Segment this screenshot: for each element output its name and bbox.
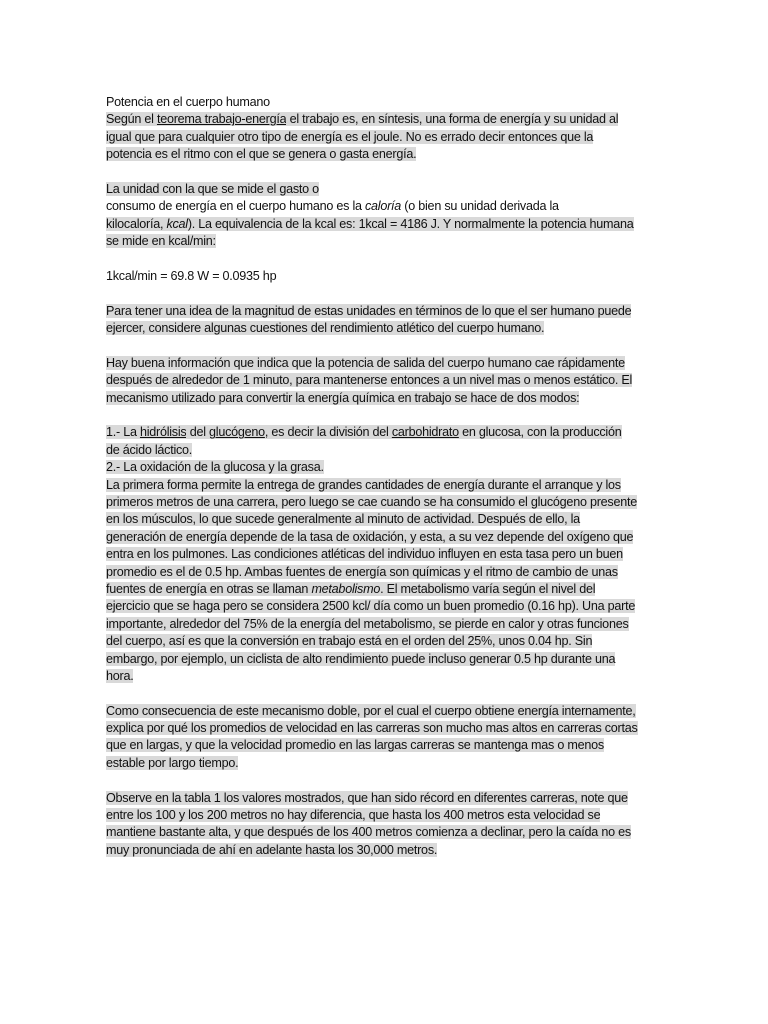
text-line	[106, 494, 662, 511]
text-line	[106, 268, 662, 285]
text-segment: entre los 100 y los 200 metros no hay diferencia, que hasta los 400 metros esta velocidad se	[106, 808, 601, 823]
text-segment: de ácido láctico.	[106, 442, 193, 457]
text-segment: ). La equivalencia de la kcal es: 1kcal = 4186 J. Y normalmente la potencia humana	[187, 216, 634, 231]
text-segment: Según el	[106, 112, 157, 127]
paragraph-gap	[106, 407, 662, 424]
text-segment: del	[186, 425, 210, 440]
paragraph-tabla	[106, 790, 662, 860]
text-line	[106, 111, 662, 128]
text-line	[106, 129, 662, 146]
text-line	[106, 824, 662, 841]
text-line	[106, 198, 662, 215]
paragraph-gap	[106, 772, 662, 789]
paragraph-potencia-salida	[106, 355, 662, 407]
text-line	[106, 529, 662, 546]
paragraph-unidad	[106, 181, 662, 251]
paragraph-gap	[106, 164, 662, 181]
text-line	[106, 424, 662, 441]
paragraph-teorema	[106, 111, 662, 163]
text-line	[106, 320, 662, 337]
text-line	[106, 546, 662, 563]
text-segment: se mide en kcal/min:	[106, 234, 216, 249]
text-segment: Observe en la tabla 1 los valores mostrados, que han sido récord en diferentes carreras, note que	[106, 790, 628, 805]
text-segment: 2.- La oxidación de la glucosa y la grasa.	[106, 460, 324, 475]
paragraph-consecuencia	[106, 703, 662, 773]
text-line	[106, 390, 662, 407]
text-segment: promedio es el de 0.5 hp. Ambas fuentes de energía son químicas y el ritmo de cambio de unas	[106, 564, 618, 579]
text-line	[106, 616, 662, 633]
text-line	[106, 181, 662, 198]
text-segment: mecanismo utilizado para convertir la energía química en trabajo se hace de dos modos:	[106, 390, 580, 405]
text-segment: embargo, por ejemplo, un ciclista de alto rendimiento puede incluso generar 0.5 hp durante una	[106, 651, 616, 666]
text-line	[106, 303, 662, 320]
text-segment: que en largas, y que la velocidad promedio en las largas carreras se mantenga mas o menos	[106, 738, 604, 753]
text-segment: ejercicio que se haga pero se considera 2500 kcl/ día como un buen promedio (0.16 hp). Una parte	[106, 599, 636, 614]
text-segment: el trabajo es, en síntesis, una forma de energía y su unidad al	[286, 112, 619, 127]
text-segment: Para tener una idea de la magnitud de estas unidades en términos de lo que el ser humano puede	[106, 303, 632, 318]
text-segment: La unidad con la que se mide el gasto o	[106, 181, 319, 196]
text-line	[106, 355, 662, 372]
paragraph-modos	[106, 424, 662, 685]
text-line	[106, 737, 662, 754]
text-segment: Hay buena información que indica que la potencia de salida del cuerpo humano cae rápidamente	[106, 355, 625, 370]
text-segment: (o bien su unidad derivada la	[401, 199, 559, 214]
text-segment: consumo de energía en el cuerpo humano es la	[106, 199, 365, 214]
text-segment: 1kcal/min = 69.8 W = 0.0935 hp	[106, 268, 277, 283]
text-line	[106, 842, 662, 859]
text-line	[106, 477, 662, 494]
text-line	[106, 372, 662, 389]
text-line	[106, 442, 662, 459]
text-segment: . El metabolismo varía según el nivel del	[380, 581, 596, 596]
link-text[interactable]: glucógeno	[209, 425, 265, 440]
text-segment: después de alrededor de 1 minuto, para mantenerse entonces a un nivel mas o menos estático. El	[106, 373, 633, 388]
italic-text: metabolismo	[311, 581, 381, 596]
text-line	[106, 720, 662, 737]
paragraph-gap	[106, 337, 662, 354]
italic-text: kcal	[166, 216, 188, 231]
text-segment: generación de energía depende de la tasa de oxidación, y esta, a su vez depende del oxígeno que	[106, 529, 634, 544]
text-segment: mantiene bastante alta, y que después de los 400 metros comienza a declinar, pero la caída no es	[106, 825, 631, 840]
text-segment: fuentes de energía en otras se llaman	[106, 581, 312, 596]
text-line	[106, 581, 662, 598]
paragraph-magnitud	[106, 303, 662, 338]
text-segment: entra en los pulmones. Las condiciones atléticas del individuo influyen en esta tasa pero un buen	[106, 547, 623, 562]
text-segment: explica por qué los promedios de velocidad en las carreras son mucho mas altos en carreras cortas	[106, 721, 638, 736]
text-segment: ejercer, considere algunas cuestiones del rendimiento atlético del cuerpo humano.	[106, 321, 545, 336]
text-segment: La primera forma permite la entrega de grandes cantidades de energía durante el arranque y los	[106, 477, 621, 492]
text-segment: Como consecuencia de este mecanismo doble, por el cual el cuerpo obtiene energía internamente,	[106, 703, 636, 718]
link-text[interactable]: hidrólisis	[139, 425, 187, 440]
text-line	[106, 146, 662, 163]
paragraph-gap	[106, 251, 662, 268]
text-segment: en glucosa, con la producción	[458, 425, 622, 440]
italic-text: caloría	[365, 199, 402, 214]
text-segment: primeros metros de una carrera, pero luego se cae cuando se ha consumido el glucógeno presente	[106, 494, 637, 509]
text-segment: importante, alrededor del 75% de la energía del metabolismo, se pierde en calor y otras funciones	[106, 616, 629, 631]
text-line	[106, 233, 662, 250]
document-page	[106, 94, 662, 859]
text-segment: muy pronunciada de ahí en adelante hasta los 30,000 metros.	[106, 842, 438, 857]
text-line	[106, 216, 662, 233]
text-segment: igual que para cualquier otro tipo de energía es el joule. No es errado decir entonces que la	[106, 129, 594, 144]
text-line	[106, 651, 662, 668]
link-text[interactable]: teorema trabajo-energía	[156, 112, 287, 127]
text-line	[106, 511, 662, 528]
text-segment: kilocaloría,	[106, 216, 167, 231]
text-segment: del cuerpo, así es que la conversión en trabajo está en el orden del 25%, unos 0.04 hp. Sin	[106, 634, 593, 649]
text-segment: , es decir la división del	[264, 425, 392, 440]
text-segment: potencia es el ritmo con el que se genera o gasta energía.	[106, 147, 417, 162]
text-line	[106, 598, 662, 615]
text-segment: hora.	[106, 668, 134, 683]
text-segment: 1.- La	[106, 425, 140, 440]
paragraph-gap	[106, 285, 662, 302]
paragraph-equivalencia	[106, 268, 662, 285]
text-line	[106, 807, 662, 824]
text-line	[106, 633, 662, 650]
link-text[interactable]: carbohidrato	[391, 425, 459, 440]
paragraph-gap	[106, 685, 662, 702]
text-line	[106, 790, 662, 807]
text-line	[106, 668, 662, 685]
document-title-text: Potencia en el cuerpo humano	[106, 95, 270, 109]
text-line	[106, 564, 662, 581]
document-title	[106, 94, 662, 111]
text-segment: estable por largo tiempo.	[106, 755, 239, 770]
text-line	[106, 703, 662, 720]
text-segment: en los músculos, lo que sucede generalmente al minuto de actividad. Después de ello, la	[106, 512, 580, 527]
text-line	[106, 459, 662, 476]
text-line	[106, 755, 662, 772]
